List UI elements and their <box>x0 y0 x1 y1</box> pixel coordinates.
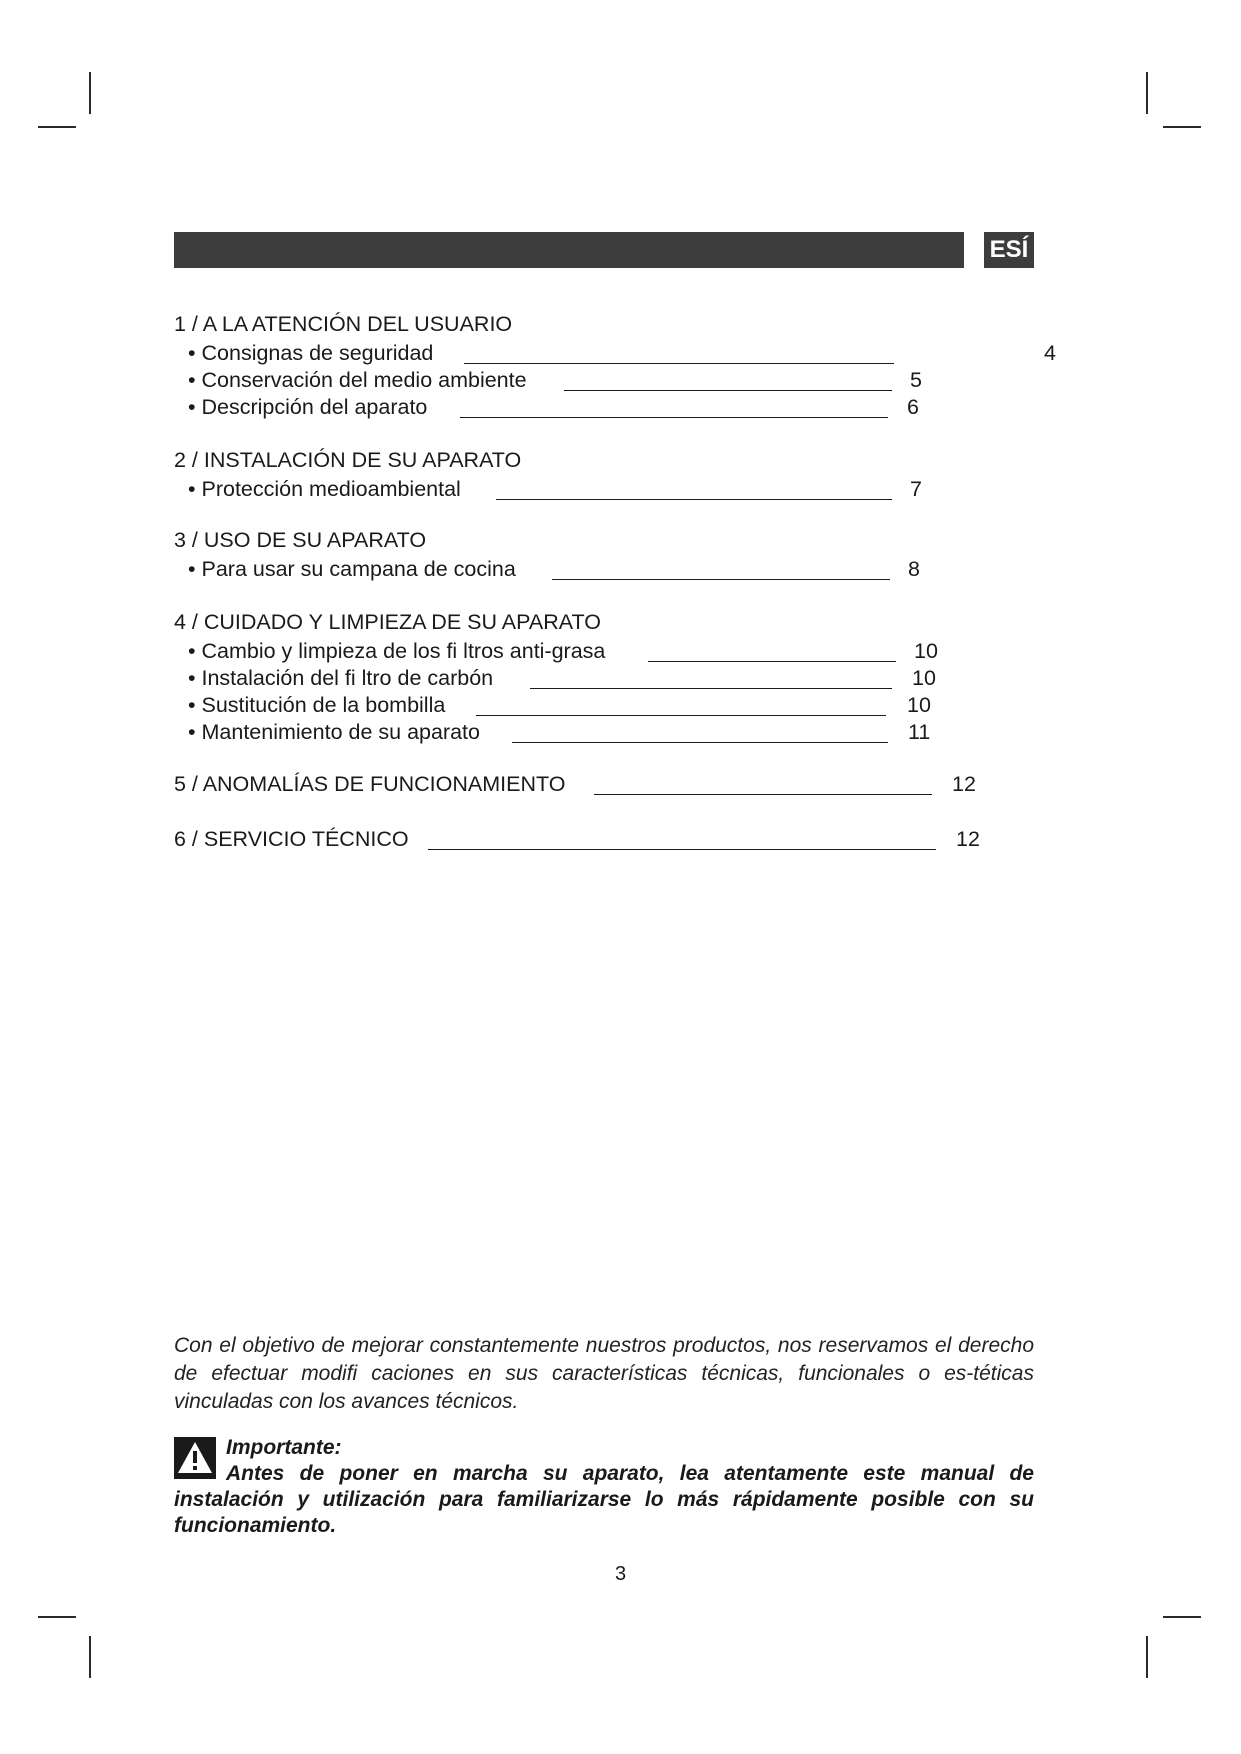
toc-entry-page: 12 <box>956 827 980 851</box>
toc-entry-page: 4 <box>1044 341 1056 365</box>
crop-mark <box>1146 72 1148 114</box>
toc-entry-page: 10 <box>912 666 936 690</box>
toc-entry-page: 5 <box>910 368 922 392</box>
leader-line <box>464 363 894 364</box>
toc-entry-label: • Cambio y limpieza de los fi ltros anti-grasa <box>188 639 606 663</box>
crop-mark <box>38 1616 76 1618</box>
toc-section-title: 5 / ANOMALÍAS DE FUNCIONAMIENTO <box>174 772 566 796</box>
toc-entry[interactable] <box>174 691 1068 718</box>
crop-mark <box>89 72 91 114</box>
notice-paragraph: Con el objetivo de mejorar constantemente nuestros productos, nos reservamos el derecho de efectuar modifi caciones en sus características técnicas, funcionales o es-téticas vinculadas con los avances técnicos. <box>174 1334 1034 1413</box>
toc-entry[interactable] <box>174 555 1068 582</box>
crop-mark <box>38 126 76 128</box>
toc-entry-label: • Descripción del aparato <box>188 395 428 419</box>
toc-entry[interactable] <box>174 637 1068 664</box>
crop-mark <box>1146 1636 1148 1678</box>
toc-entry-label: • Conservación del medio ambiente <box>188 368 527 392</box>
toc-entry-page: 10 <box>907 693 931 717</box>
crop-mark <box>1163 1616 1201 1618</box>
toc-entry[interactable] <box>174 718 1068 745</box>
leader-line <box>552 579 890 580</box>
toc-section-title: 3 / USO DE SU APARATO <box>174 528 427 552</box>
toc-entry[interactable] <box>174 475 1068 502</box>
toc-entry-page: 8 <box>908 557 920 581</box>
page-number: 3 <box>614 1563 627 1585</box>
toc-entry[interactable] <box>174 664 1068 691</box>
leader-line <box>460 417 888 418</box>
toc-entry-label: • Protección medioambiental <box>188 477 461 501</box>
toc-section-title: 1 / A LA ATENCIÓN DEL USUARIO <box>174 312 513 336</box>
warning-icon <box>174 1437 216 1479</box>
toc-section-entry[interactable] <box>174 825 1054 852</box>
toc-entry[interactable] <box>174 366 1068 393</box>
leader-line <box>428 849 936 850</box>
toc-section-title: 6 / SERVICIO TÉCNICO <box>174 827 409 851</box>
toc-entry-page: 10 <box>914 639 938 663</box>
leader-line <box>476 715 886 716</box>
leader-line <box>512 742 888 743</box>
toc-entry[interactable] <box>174 339 1068 366</box>
crop-mark <box>1163 126 1201 128</box>
toc-section-entry[interactable] <box>174 770 1054 797</box>
toc-entry-label: • Para usar su campana de cocina <box>188 557 516 581</box>
toc-entry[interactable] <box>174 393 1068 420</box>
toc-entry-page: 6 <box>907 395 919 419</box>
crop-mark <box>89 1636 91 1678</box>
important-body: Antes de poner en marcha su aparato, lea atentamente este manual de instalación y utilización para familiarizarse lo más rápidamente posible con su funcionamiento. <box>174 1462 1034 1537</box>
leader-line <box>530 688 892 689</box>
leader-line <box>496 499 892 500</box>
toc-entry-page: 7 <box>910 477 922 501</box>
toc-entry-label: • Sustitución de la bombilla <box>188 693 446 717</box>
toc-section-title: 2 / INSTALACIÓN DE SU APARATO <box>174 448 522 472</box>
leader-line <box>594 794 932 795</box>
toc-entry-label: • Mantenimiento de su aparato <box>188 720 480 744</box>
important-notice <box>174 1435 1034 1539</box>
toc-entry-label: • Consignas de seguridad <box>188 341 434 365</box>
header-bar <box>174 232 964 268</box>
toc-entry-label: • Instalación del fi ltro de carbón <box>188 666 494 690</box>
toc-entry-page: 11 <box>908 720 931 744</box>
toc-section-title: 4 / CUIDADO Y LIMPIEZA DE SU APARATO <box>174 610 601 634</box>
language-badge: ESÍ <box>984 232 1034 268</box>
leader-line <box>564 390 892 391</box>
leader-line <box>648 661 896 662</box>
important-title: Importante: <box>226 1436 342 1459</box>
toc-entry-page: 12 <box>952 772 976 796</box>
